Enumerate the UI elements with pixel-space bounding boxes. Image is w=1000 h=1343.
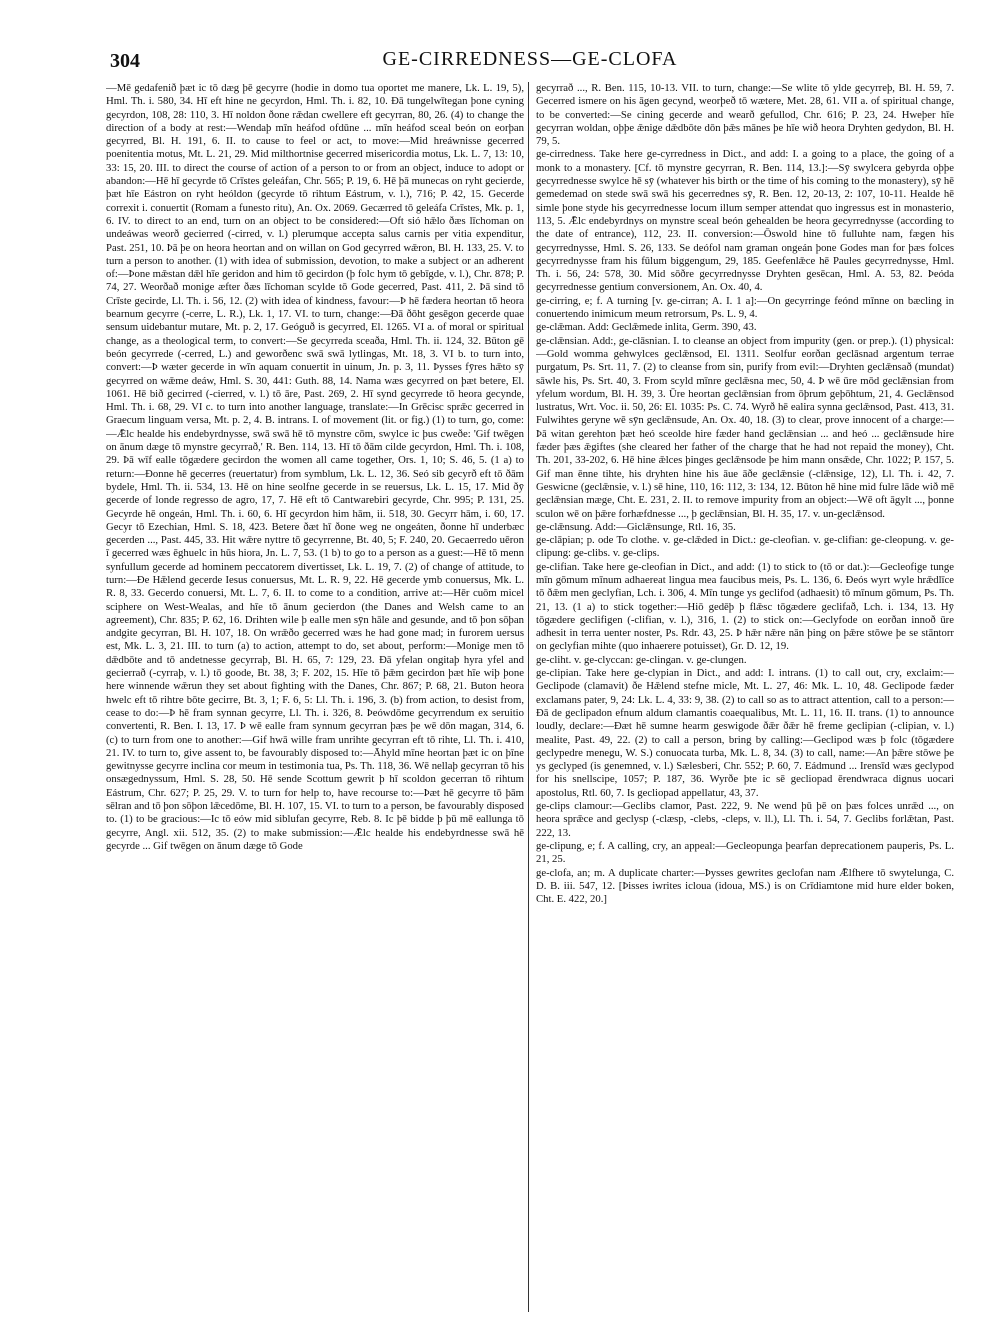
entry-ge-clifian: ge-clifian. Take here ge-cleofian in Dict., and add: (1) to stick to (tō or dat.):—Gecleofige tunge mīn gōmum mīnum adhaereat lingua mea faucibus meis, Ps. L. 136, 6. Ðeós wyrt wyle hrǣdlīce tō ðǣm men geclyfian, Lch. i. 306, 4. Mīn tunge ys geclifod (adhaesit) tō mīnum gōmum, Ps. Th. 21, 13. (1 a) to stick together:—Hiō gedēþ þ flǣsc tōgædere geclifað, Lch. i. 134, 13. Hȳ tōgædere geclifigen (-clifian, v. l.), 316, 1. (2) to stick on:—Geclyfode on eorðan innoð ūre adhesit in terra uenter noster, Ps. Rdr. 43, 25. Þ hǣr nǣre nān þing on þǣre stōwe þe se stāntorr on geclyfian mihte (quo inhaerere potuisset), Gr. D. 12, 19. bbox=[536, 560, 954, 653]
left-entry: —Mē gedafenið þæt ic tō dæg þē gecyrre (hodie in domo tua oportet me manere, Lk. L. 19, 5), Hml. Th. i. 580, 34. Hī eft hine ne gecyrdon, Hml. Th. i. 82, 10. Ðā tungelwītegan þone cyning gecyrdon, 108, 28: 110, 3. Hī noldon ðone rǣdan cwellere eft gecyrran, 80, 26. (4) to change the direction of a body at rest:—Wendaþ mīn heáfod ofdūne ... mīn heáfod sceal beón on eorþan gecyrred, Bl. H. 191, 6. II. to cause to feel or act, to move:—Mid hreáwnisse gecerred poenitentia motus, Mt. L. 21, 29. Mid milthortnise gecerred misericordia motus, Lk. L. 7, 13: 10, 33: 15, 20. III. to direct the course of action of a person to or from an object, induce to adopt or abandon:—Hē hī gecyrde tō Crīstes geleáfan, Chr. 565; P. 19, 6. Hē þā munecas on ryht gecierde, þæt hīe Eástron on ryht heóldon (gecyrde tō rihtum Eástrum, v. l.), 716; P. 42, 15. Gecerde correxit i. conuertit (Romam a funesto ritu), An. Ox. 2069. Gecærred tō geleáfa Crīstes, Mk. p. 1, 6. IV. to direct to an end, turn on an object to be considered:—Oft sió hǣlo ðæs līchoman on undeáwas weorð gecierred (-cirred, v. l.) plerumque accepta salus carnis per vitia expenditur, Past. 251, 10. Þā þe on heora heortan and on willan on God gecyrred wǣron, Bl. H. 133, 25. V. to turn a person to another. (1) with idea of submission, devotion, to make a subject or an adherent of:—Þone mǣstan dǣl hīe geridon and him tō gecirdon (þ folc hym tō gebīgde, v. l.), Chr. 878; P. 74, 27. Weorðað monige æfter ðæs līchoman scylde tō Gode gecerred, Past. 411, 2. Þā sind tō Crīste gecirde, Ll. Th. i. 56, 12. (2) with idea of kindness, favour:—Þ hē fæderа heortan tō heora bearnum gecyrre (-cerre, L. R.), Lk. 1, 17. VI. to turn, change:—Ðā ðōht gesēgon gecerde quae sensum uidebantur mutare, Mt. p. 2, 17. Geóguð is gecyrred, El. 1265. VI a. of moral or spiritual change, as a theological term, to convert:—Se gecyrreda sceaða, Hml. Th. ii. 124, 32. Būton gē beón gecyrrede (-cerred, L.) and geworðenc swā swā lytlingas, Mt. 18, 3. VI b. to turn into, convert:—Þ wæter gecerde in wīn aquam conuertit in uinum, Jn. p. 3, 11. Þysses fȳres hǣto sȳ gecyrred on wǣme deáw, Hml. S. 30, 441: Guth. 88, 14. Nama wæs gecyrred on þæt betere, El. 1061. Hē bið gecirred (-cierred, v. l.) tō āre, Past. 269, 2. Hī synd gecyrrede tō heora gecynde, Hml. Th. i. 68, 29. VI c. to turn into another language, translate:—In Grēcisc sprǣc gecerred in Graecum linguam versa, Mt. p. 2, 4. B. intrans. I. of movement (lit. or fig.) (1) to turn, go, come:—Ǣlc healde his endebyrdnysse, swā swā hē tō mynstre cōm, swylce ic þus cweðe: 'Gif twēgen on ānum dæge tō mynstre gecyrrað,' R. Ben. 114, 13. Hī tō ðām cilde gecyrdon, Hml. Th. i. 108, 29. Þā wīf ealle tōgædere gecirdon the women all came together, Ors. 1, 10; S. 46, 5. (1 a) to return:—Ðonne hē gecerres (reuertatur) from symblum, Lk. L. 12, 36. Seó sib gecyrð eft tō ðām bydele, Hml. Th. ii. 534, 13. Hē on hine seolfne gecerde in se reuersus, Lk. L. 15, 17. Mid ðȳ gecerde of londe regresso de agro, 17, 7. Hē eft tō Cantwarebiri gecyrde, Chr. 995; P. 131, 25. Gecyrde hē ongeán, Hml. Th. i. 60, 6. Hī gecyrdon him hām, ii. 518, 30. Gecyrr hām, i. 60, 17. Gecyr tō Ezechian, Hml. S. 18, 423. Betere ðæt hī ðone weg ne ongeáten, ðonne hī underbæc gecerden ..., Past. 445, 33. Hit wǣre nyttre tō gecyrrenne, Bt. 40, 5; F. 240, 20. Gecaerredo uēron ī gecerred wæs ēghuelc in hūs hiora, Jn. L. 7, 53. (1 b) to go to a person as a guest:—Hē tō menn synfullum gecerde ad hominem peccatorem divertisset, Lk. L. 19, 7. (2) of change of attitude, to turn:—Ðe Hǣlend gecerde Iesus conuersus, Mt. L. R. 9, 22. Hē gecerde ymb conuersus, Mk. L. R. 8, 33. Gecerdo conuersi, Mt. L. 7, 6. II. to come to a condition, arrive at:—Hēr cuōm micel sciphere on West-Wealas, and hīe tō ānum gecierdon (the Danes and Welsh came to an agreement), Chr. 835; P. 62, 16. Drihten wile þ ealle men sȳn hāle and gesunde, and tō þon sōþan andgite gecyrran, Bl. H. 107, 18. On wrǣðo gecerred wæs he had gone mad; in furorem uersus est, Mk. L. 3, 21. III. to turn (a) to action, attempt to do, set about, perform:—Monige men tō dǣdbōte and tō andetnesse gecyrraþ, Bl. H. 65, 7: 129, 23. Ðā yfelan ongitaþ hyra yfel and gecierrað (-cyrraþ, v. l.) tō goode, Bt. 38, 3; F. 202, 15. Hīe tō þǣm gecirdon þæt hīe wiþ þone here winnende wǣrun they set about fighting with the Danes, Chr. 867; P. 68, 21. Buton heora hwelc eft tō rihtre bōte gecirre, Bt. 3, 1; F. 6, 5: Ll. Th. i. 196, 3. (b) from action, to desist from, cease to do:—Þ hē fram synnan gecyrre, Ll. Th. i. 326, 8. Þeówdōme gecyrrendum ex seruitio convertenti, R. Ben. I. 13, 17. Þ wē ealle fram synnum gecyrran þæs þe wē dōn magan, 314, 6. (c) to turn from one to another:—Gif hwā wille fram unrihte gecyrran eft tō rihte, Ll. Th. i. 410, 21. IV. to turn to, give assent to, be favourably disposed to:—Āhyld mīne heortan þæt ic on þīne gewitnysse gecyrre inclina cor meum in testimonia tua, Ps. Th. 118, 36. Wē nellaþ gecyrran tō his onsægednyssum, Hml. S. 28, 50. Hē sende Scottum gewrit þ hī scoldon gecerran tō rihtum Eástrum, Chr. 627; P. 25, 29. V. to turn for help to, have recourse to:—Þæt hē gecyrre tō þām sēlran and tō þon sōþon lǣcedōme, Bl. H. 107, 15. VI. to turn to a person, be favourably disposed to. (1) to be gracious:—Ic tō eów mid siblufan gecyrre, Reb. 8. Ic þē bidde þ þū mē eallunga tō gecyrre, Angl. xii. 512, 35. (2) to make submission:—Ǣlc healde his endebyrdnesse swā hē gecyrde ... Gif twēgen on ānum dæge tō Gode bbox=[106, 82, 524, 852]
entry-ge-cirring: ge-cirring, e; f. A turning [v. ge-cirran; A. I. 1 a]:—On gecyrringe feónd mīnne on bæcling in conuertendo inimicum meum retrorsum, Ps. L. 9, 4. bbox=[536, 294, 954, 321]
entry-ge-cirredness: ge-cirredness. Take here ge-cyrredness in Dict., and add: I. a going to a place, the going of a monk to a monastery. [Cf. tō mynstre gecyrran, R. Ben. 114, 13.]:—Sȳ swylcera gebyrda oþþe gecyrrednesse swylce hē sȳ (whatever his birth or the time of his coming to the monastery), sȳ hē gemedemad on stede swā swā his gecerrednes sȳ, R. Ben. 12, 20-13, 2: 107, 10-11. Healde hē simle þone styde his gecyrrednesse locum illum semper attendat quo ingressus est in monasterio, 113, 5. Ǣlc endebyrdnys on mynstre sceal beón gehealden be heora gecyrrednysse (according to the date of entrance), 112, 23. II. conversion:—Ōswold hine tō fulluhte nam, fægen his gecyrrednysse, Hml. S. 26, 133. Se deófol nam graman ongeán þone Godes man for þæs folces gecyrrednysse fram his fūlum biggengum, 29, 185. Geefenlǣce hē Paules gecyrrednysse, Hml. Th. i. 56, 24: 578, 30. Mid sōðre gecyrrednysse Dryhten gesēcan, Hml. A. 53, 82. Þeóda gecyrrednesse gentium conversionem, An. Ox. 40, 4. bbox=[536, 148, 954, 294]
column-divider bbox=[528, 82, 529, 1312]
entry-ge-claeman: ge-clǣman. Add: Geclǣmede inlita, Germ. 390, 43. bbox=[536, 321, 757, 334]
entry-ge-cliht: ge-cliht. v. ge-clyccan: ge-clingan. v. ge-clungen. bbox=[536, 653, 747, 666]
page-header bbox=[100, 42, 960, 78]
page-number: 304 bbox=[110, 50, 140, 72]
entry-continuation: gecyrrað ..., R. Ben. 115, 10-13. VII. to turn, change:—Se wlite tō ylde gecyrreþ, Bl. H. 59, 7. Gecerred ismere on his āgen gecynd, weorþeð tō wætere, Met. 28, 61. VII a. of spiritual change, to be converted:—Se cining gecerde and wearð gefullod, Chr. 616; P. 23, 24. Hweþer hīe gecyrran woldan, oþþe ǣnige dǣdbōte dōn þǣs mānes þe hīe wið heora Dryhten gedydon, Bl. H. 79, 5. bbox=[536, 82, 954, 148]
entry-ge-clipung: ge-clipung, e; f. A calling, cry, an appeal:—Gecleopunga þearfan deprecationem pauperis, Ps. L. 21, 25. bbox=[536, 839, 954, 866]
left-column bbox=[106, 82, 524, 1312]
entry-ge-clofa: ge-clofa, an; m. A duplicate charter:—Þysses gewrites geclofan nam Ǣlfhere tō swytelunga, C. D. B. iii. 547, 12. [Þisses iwrites icloua (idoua, MS.) is on Crīdiamtone mid hure elder boken, Cht. E. 422, 20.] bbox=[536, 866, 954, 906]
entry-ge-claensung: ge-clǣnsung. Add:—Giclǣnsunge, Rtl. 16, 35. bbox=[536, 520, 736, 533]
right-column bbox=[536, 82, 954, 1312]
running-head: GE-CIRREDNESS—GE-CLOFA bbox=[382, 48, 678, 70]
entry-ge-claensian: ge-clǣnsian. Add:, ge-clāsnian. I. to cleanse an object from impurity (gen. or prep.). (1) physical:—Gold womma gehwylces geclǣnsod, El. 1311. Seolfur eorðan geclāsnad argentum terrae purgatum, Ps. Srt. 11, 7. (2) to cleanse from sin, purify from evil:—Dryhten geclǣnsað (mundat) sāwle his, Ps. Srt. 40, 3. From scyld mīnre geclǣsna mec, 50, 4. Þ wē ūre mōd geclǣnsian from yfelum wordum, Bl. H. 39, 3. Ūre heortan geclǣnsian from ōþrum geþōhtum, 21, 4. Geclǣnsod lustratus, Wrt. Voc. ii. 50, 26: El. 1035: Ps. C. 74. Wyrð hē ealira synna geclǣnsod, Past. 413, 31. Fulwihtes geryne wē sȳn geclǣnsude, An. Ox. 40, 18. (3) to clear, prove innocent of a charge:—Þā witan gerehton þæt heó sceolde hire fæder hand geclǣnsian ... and heó ... geclǣnsude hire fæder þæs ǣgiftes (she cleared her father of the charge that he had not repaid the money), Cht. Th. 201, 33-202, 6. Hē hine ǣlces þinges geclǣnsode þe him mann onsǣde, Chr. 1022; P. 157, 5. Gif man ēnne tihte, his dryhten hine his āue āðe geclǣnsie (-clǣnsige, 12), Ll. Th. i. 42, 7. Geswicne (geclǣnsie, v. l.) sē hine, 110, 16: 112, 3: 134, 12. Būton hē hine mid fulre lāde wið mē geclǣnsian mæge, Cht. E. 231, 2. II. to remove impurity from an object:—Wē oft āgylt ..., þonne sculon wē on þǣre forhæfdnesse ..., þ geclǣnsian, Bl. H. 35, 17. v. un-geclǣnsod. bbox=[536, 334, 954, 520]
entry-ge-clipian: ge-clipian. Take here ge-clypian in Dict., and add: I. intrans. (1) to call out, cry, exclaim:—Geclipode (clamavit) ðe Hǣlend stefne micle, Mt. L. 27, 46: Mk. L. 10, 48. Geclipode fæder exclamans pater, 9, 24: Lk. L. 4, 33: 9, 38. (2) to call so as to attract attention, call to a person:—Ðā de geclipadon efnum aldum clamantis coaequalibus, Mt. L. 11, 16. II. trans. (1) to announce loudly, declare:—Ðæt hē sumne hearm geswigode ðǣr ðǣr hē freme geclipian (-clipian, v. l.) mealite, Past. 49, 22. (2) to call a person, bring by calling:—Geclipod wæs þ folc (tōgædere geclypedre menegu, W. S.) conuocata turba, Mk. L. 8, 34. (3) to call, name:—An þǣre stōwe þe ys geclyped (is genemned, v. l.) Sælesberi, Chr. 552; P. 60, 7. Eádmund ... Irensīd wæs geclypod for his snellscipe, 1057; P. 187, 36. Wyrðe þte ic sē gecliopad ērendwraca dignus uocari apostolus, Rtl. 60, 7. Is gecliopad appellatur, 43, 37. bbox=[536, 667, 954, 799]
entry-ge-clips: ge-clips clamour:—Geclibs clamor, Past. 222, 9. Ne wend þū þē on þæs folces unrǣd ..., on heora sprǣce and geclysp (-clæsp, -clebs, -cleps, v. ll.), Ll. Th. i. 54, 7. Geclibs forlǣtan, Past. 222, 13. bbox=[536, 800, 954, 839]
entry-ge-clapian: ge-clāpian; p. ode To clothe. v. ge-clǣded in Dict.: ge-cleofian. v. ge-clifian: ge-cleopung. v. ge-clipung: ge-clibs. v. ge-clips. bbox=[536, 534, 954, 560]
